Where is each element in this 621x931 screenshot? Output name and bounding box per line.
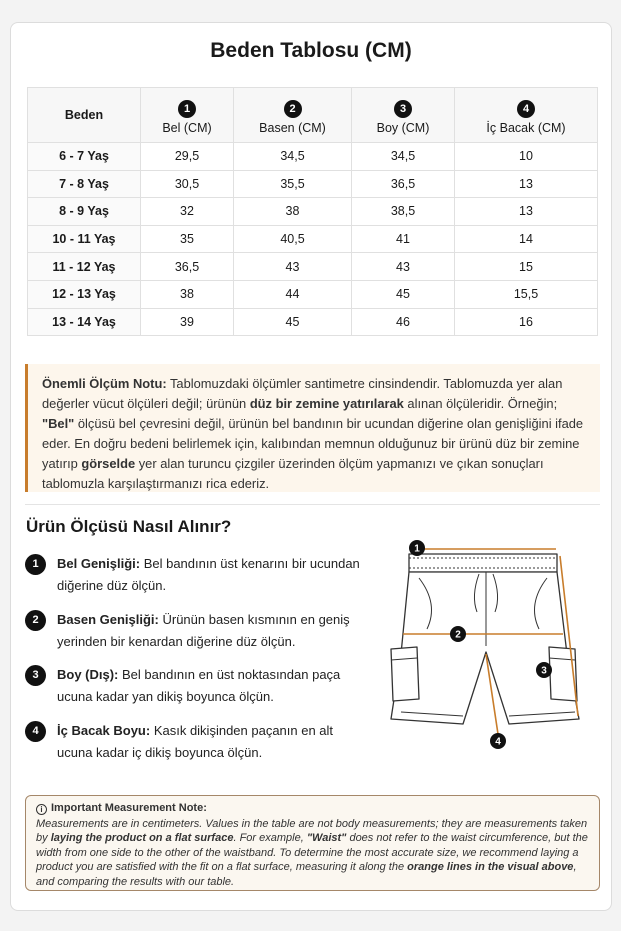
step-number: 3	[25, 665, 46, 686]
value-cell: 36,5	[141, 253, 234, 281]
size-cell: 11 - 12 Yaş	[28, 253, 141, 281]
value-cell: 46	[352, 308, 455, 336]
header-hip: 2 Basen (CM)	[234, 88, 352, 143]
number-badge: 3	[394, 100, 412, 118]
header-length: 3 Boy (CM)	[352, 88, 455, 143]
value-cell: 35,5	[234, 170, 352, 198]
howto-title: Ürün Ölçüsü Nasıl Alınır?	[26, 517, 232, 536]
marker-3-label: 3	[541, 665, 547, 677]
value-cell: 14	[455, 225, 598, 253]
size-cell: 12 - 13 Yaş	[28, 280, 141, 308]
header-waist: 1 Bel (CM)	[141, 88, 234, 143]
table-header-row	[28, 88, 598, 143]
value-cell: 39	[141, 308, 234, 336]
table-row	[28, 253, 598, 281]
value-cell: 30,5	[141, 170, 234, 198]
size-cell: 10 - 11 Yaş	[28, 225, 141, 253]
marker-4-label: 4	[495, 736, 501, 748]
size-chart-card: Beden Tablosu (CM) Beden 1 Bel (CM) 2 Basen (CM) 3 Boy (CM) 4 İç Bacak (CM) 6 - 7 Yaş 29,5 34,5 34,5 10 7 - 8 Yaş 30,5 35,5 36,5 13 8 - 9 Yaş 32 38 38,5 13 10 - 11 Yaş 35 40,5 41 14 11 - 12 Yaş 36,5 43 43 15 12 - 13 Yaş 38 44 45 15,5 13 - 14 Yaş 39 45 46 16 Önemli Ölçüm Notu: Tablomuzdaki ölçümler santimetre cinsindendir. Tablomuzda yer alan değerler vücut ölçüleri değil; ürünün düz bir zemine yatırılarak alınan ölçüleridir. Örneğin; "Bel" ölçüsü bel çevresini değil, ürünün bel bandının bir ucundan diğerine olan genişliğini ifade eder. En doğru bedeni belirlemek için, kalıbından memnun olduğunuz bir ürünü düz bir zemine yatırıp görselde yer alan turuncu çizgiler üzerinden ölçüm yapmanızı ve çıkan sonuçları tablomuzla karşılaştırmanızı rica ederiz. Ürün Ölçüsü Nasıl Alınır? 1 Bel Genişliği: Bel bandının üst kenarını bir ucundan diğerine düz ölçün. 2 Basen Genişliği: Ürünün basen kısmının en geniş yerinden bir kenardan diğerine düz ölçün. 3 Boy (Dış): Bel bandının en üst noktasından paça ucuna kadar yan dikiş boyunca ölçün. 4 İç Bacak Boyu: Kasık dikişinden paçanın en alt ucuna kadar iç dikiş boyunca ölçün. 1 2 3 4 i Important Measurement Note: Measurements are in centimeters. Values in the table are not body measurements; they are measurements taken by laying the product on a flat surface. For example, "Waist" does not refer to the waist circumference, but the width from one side to the other of the waistband. To determine the most accurate size, we recommend laying a product you are satisfied with the fit on a flat surface, measuring it along the orange lines in the visual above, and comparing the results with our table.	[10, 22, 612, 911]
number-badge: 4	[517, 100, 535, 118]
table-row	[28, 198, 598, 226]
value-cell: 10	[455, 143, 598, 171]
table-row	[28, 225, 598, 253]
value-cell: 38,5	[352, 198, 455, 226]
divider	[25, 504, 600, 505]
value-cell: 32	[141, 198, 234, 226]
value-cell: 40,5	[234, 225, 352, 253]
value-cell: 38	[234, 198, 352, 226]
size-cell: 8 - 9 Yaş	[28, 198, 141, 226]
value-cell: 16	[455, 308, 598, 336]
value-cell: 43	[352, 253, 455, 281]
shorts-diagram	[379, 534, 594, 764]
value-cell: 45	[352, 280, 455, 308]
number-badge: 2	[284, 100, 302, 118]
value-cell: 36,5	[352, 170, 455, 198]
table-row	[28, 308, 598, 336]
value-cell: 34,5	[234, 143, 352, 171]
size-cell: 7 - 8 Yaş	[28, 170, 141, 198]
step-number: 1	[25, 554, 46, 575]
size-table	[27, 87, 598, 336]
value-cell: 45	[234, 308, 352, 336]
header-size: Beden	[28, 88, 141, 143]
value-cell: 15,5	[455, 280, 598, 308]
step-number: 4	[25, 721, 46, 742]
value-cell: 15	[455, 253, 598, 281]
important-note-en: i Important Measurement Note: Measurements are in centimeters. Values in the table are not body measurements; they are measurements taken by laying the product on a flat surface. For example, "Waist" does not refer to the waist circumference, but the width from one side to the other of the waistband. To determine the most accurate size, we recommend laying a product you are satisfied with the fit on a flat surface, measuring it along the orange lines in the visual above, and comparing the results with our table.	[25, 795, 600, 891]
value-cell: 13	[455, 170, 598, 198]
marker-1-label: 1	[414, 543, 420, 555]
info-icon: i	[36, 804, 47, 815]
value-cell: 41	[352, 225, 455, 253]
important-note-tr: Önemli Ölçüm Notu: Tablomuzdaki ölçümler santimetre cinsindendir. Tablomuzda yer alan değerler vücut ölçüleri değil; ürünün düz bir zemine yatırılarak alınan ölçüleridir. Örneğin; "Bel" ölçüsü bel çevresini değil, ürünün bel bandının bir ucundan diğerine olan genişliğini ifade eder. En doğru bedeni belirlemek için, kalıbından memnun olduğunuz bir ürünü düz bir zemine yatırıp görselde yer alan turuncu çizgiler üzerinden ölçüm yapmanızı ve çıkan sonuçları tablomuzla karşılaştırmanızı rica ederiz.	[25, 364, 600, 492]
page-title: Beden Tablosu (CM)	[210, 39, 412, 62]
value-cell: 44	[234, 280, 352, 308]
number-badge: 1	[178, 100, 196, 118]
value-cell: 29,5	[141, 143, 234, 171]
table-row	[28, 170, 598, 198]
value-cell: 13	[455, 198, 598, 226]
header-inseam: 4 İç Bacak (CM)	[455, 88, 598, 143]
marker-2-label: 2	[455, 629, 461, 641]
table-row	[28, 280, 598, 308]
value-cell: 34,5	[352, 143, 455, 171]
value-cell: 43	[234, 253, 352, 281]
step-number: 2	[25, 610, 46, 631]
table-row	[28, 143, 598, 171]
value-cell: 38	[141, 280, 234, 308]
value-cell: 35	[141, 225, 234, 253]
size-cell: 6 - 7 Yaş	[28, 143, 141, 171]
size-cell: 13 - 14 Yaş	[28, 308, 141, 336]
